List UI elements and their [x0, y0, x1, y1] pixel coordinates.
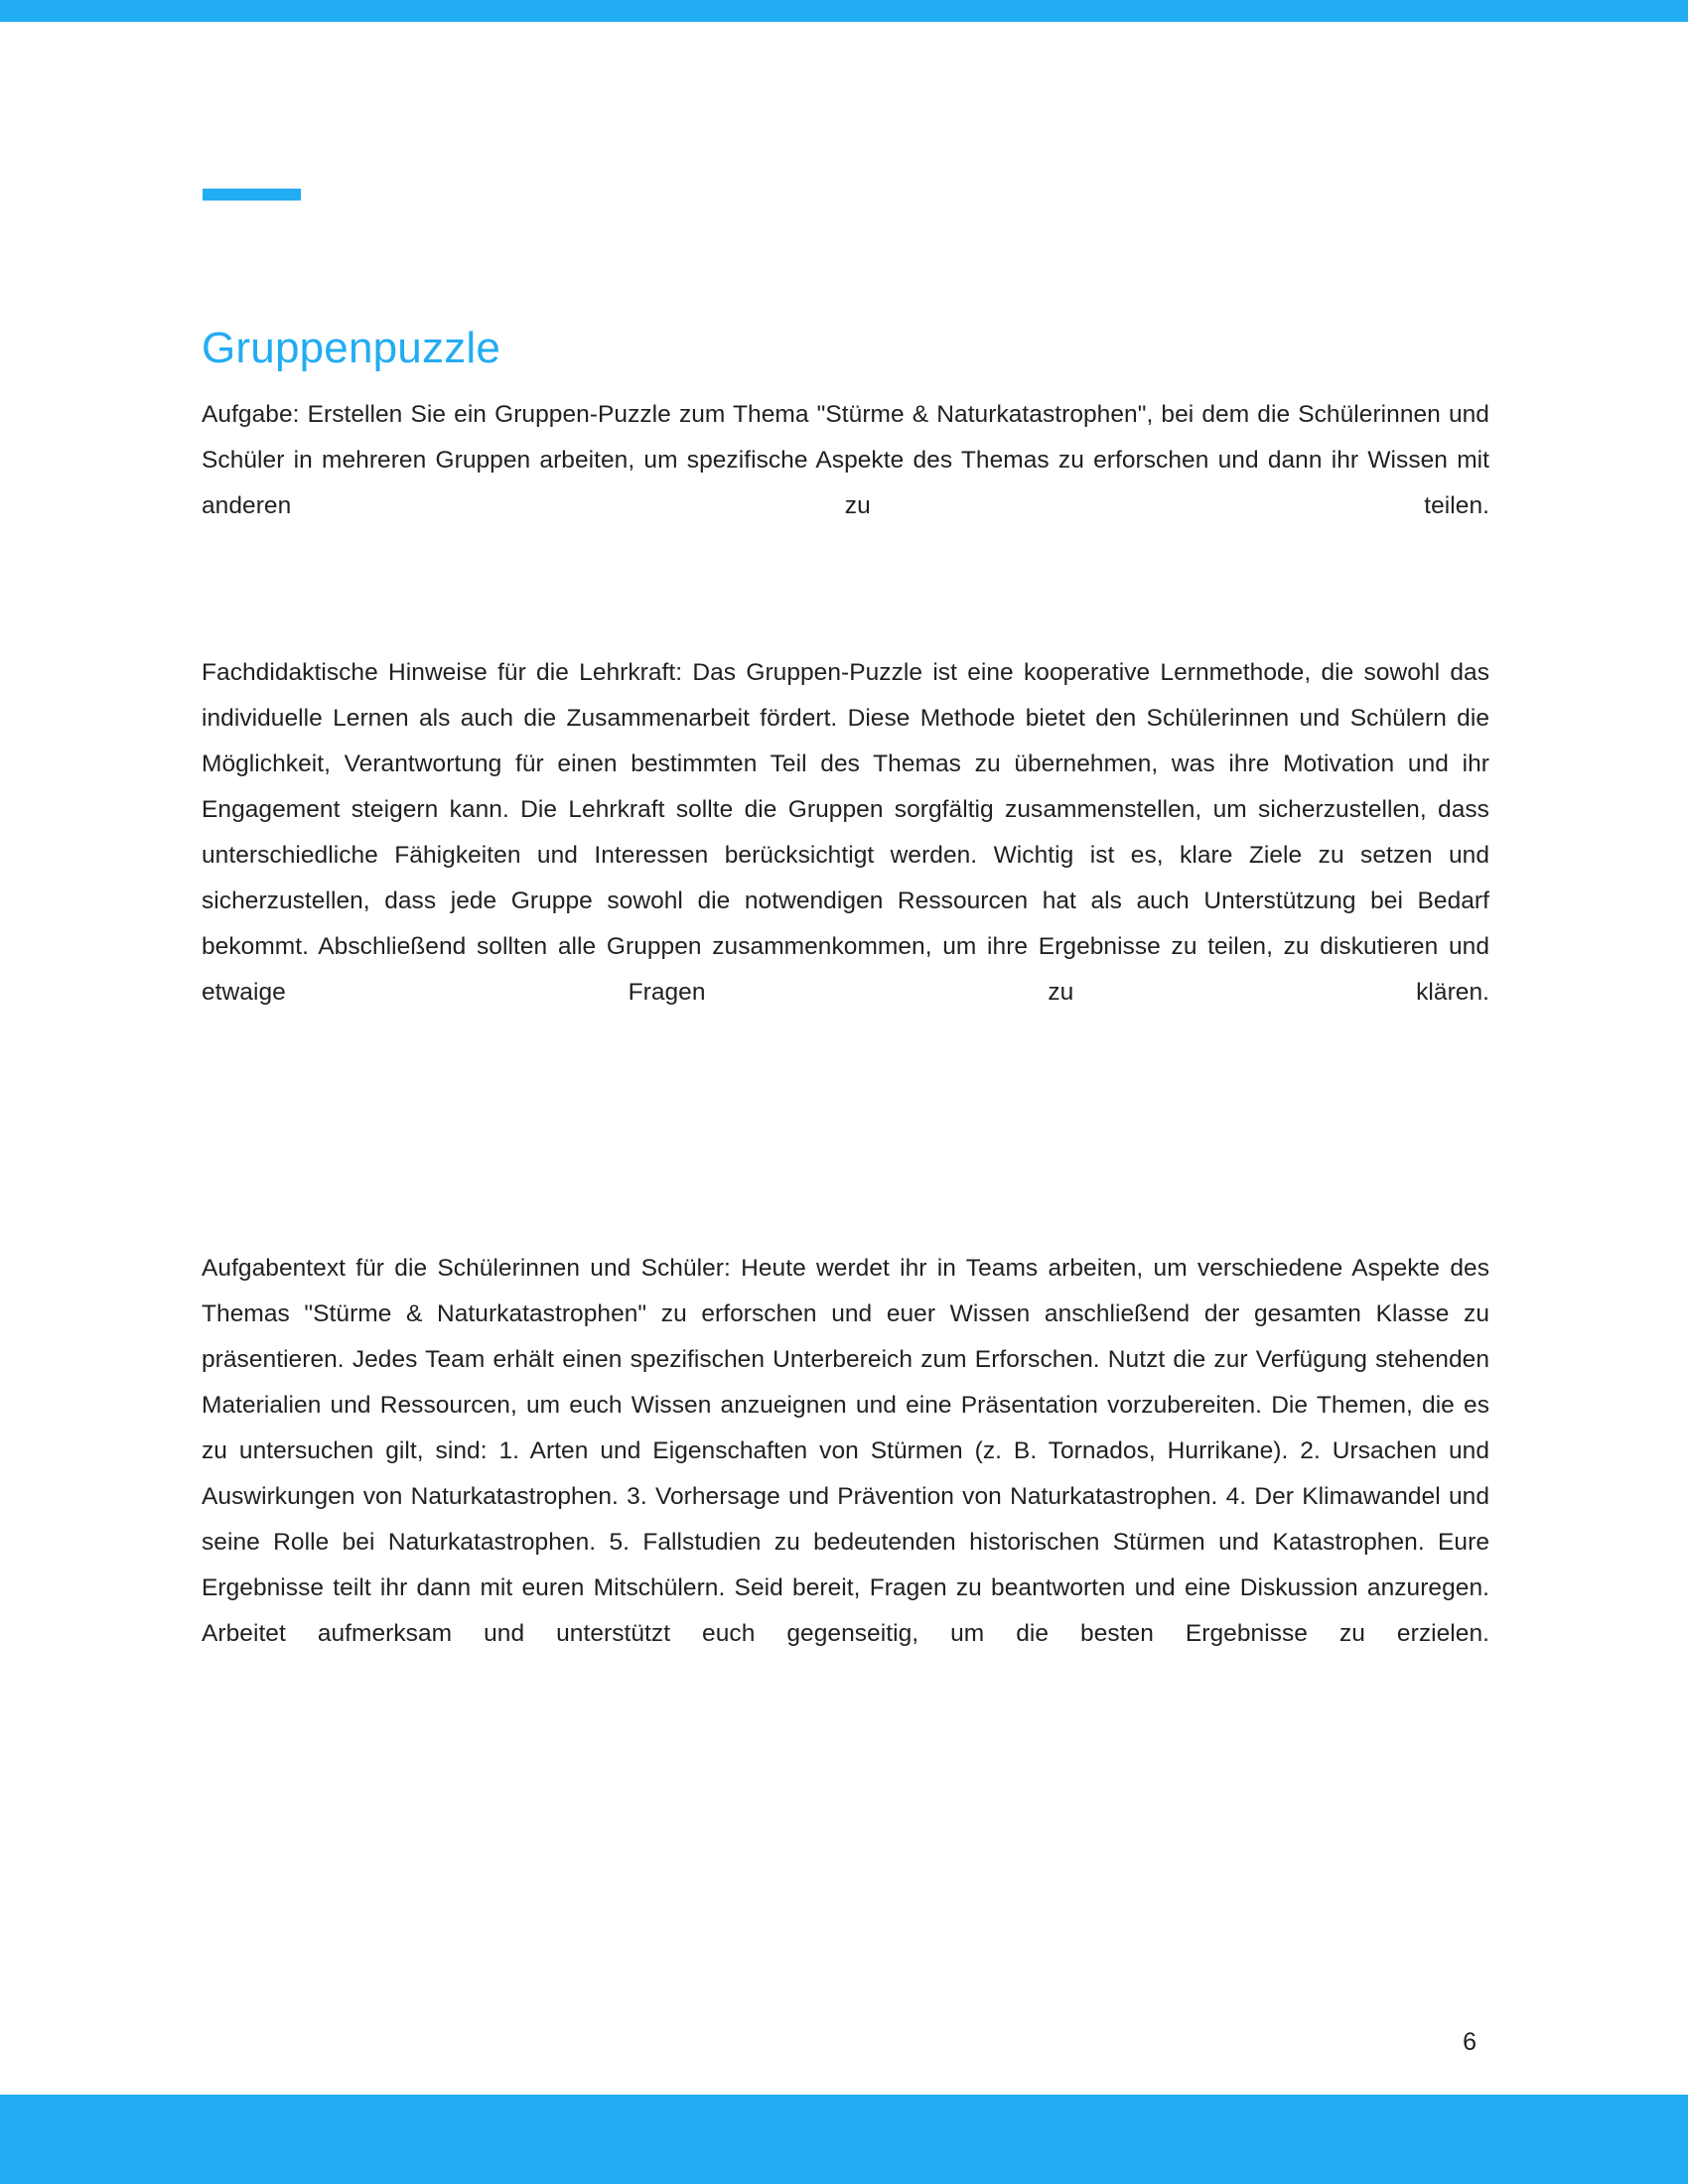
- page-title: Gruppenpuzzle: [202, 324, 501, 373]
- footer-accent-bar: [0, 2095, 1688, 2184]
- paragraph-aufgabe: Aufgabe: Erstellen Sie ein Gruppen-Puzzle zum Thema "Stürme & Naturkatastrophen", bei dem die Schülerinnen und Schüler in mehreren Gruppen arbeiten, um spezifische Aspekte des Themas zu erforschen und dann ihr Wissen mit anderen zu teilen.: [202, 401, 1489, 519]
- paragraph-block-aufgabentext: [202, 1246, 1489, 1703]
- page-content: [202, 0, 1489, 2184]
- paragraph-block-aufgabe: [202, 392, 1489, 575]
- paragraph-block-fachdidaktische-hinweise: [202, 650, 1489, 1061]
- page-number: 6: [1463, 2028, 1477, 2056]
- section-accent-rule: [203, 189, 301, 201]
- paragraph-fachdidaktische-hinweise: Fachdidaktische Hinweise für die Lehrkraft: Das Gruppen-Puzzle ist eine kooperative Lernmethode, die sowohl das individuelle Lernen als auch die Zusammenarbeit fördert. Diese Methode bietet den Schülerinnen und Schülern die Möglichkeit, Verantwortung für einen bestimmten Teil des Themas zu übernehmen, was ihre Motivation und ihr Engagement steigern kann. Die Lehrkraft sollte die Gruppen sorgfältig zusammenstellen, um sicherzustellen, dass unterschiedliche Fähigkeiten und Interessen berücksichtigt werden. Wichtig ist es, klare Ziele zu setzen und sicherzustellen, dass jede Gruppe sowohl die notwendigen Ressourcen hat als auch Unterstützung bei Bedarf bekommt. Abschließend sollten alle Gruppen zusammenkommen, um ihre Ergebnisse zu teilen, zu diskutieren und etwaige Fragen zu klären.: [202, 659, 1489, 1006]
- paragraph-aufgabentext: Aufgabentext für die Schülerinnen und Schüler: Heute werdet ihr in Teams arbeiten, um verschiedene Aspekte des Themas "Stürme & Naturkatastrophen" zu erforschen und euer Wissen anschließend der gesamten Klasse zu präsentieren. Jedes Team erhält einen spezifischen Unterbereich zum Erforschen. Nutzt die zur Verfügung stehenden Materialien und Ressourcen, um euch Wissen anzueignen und eine Präsentation vorzubereiten. Die Themen, die es zu untersuchen gilt, sind: 1. Arten und Eigenschaften von Stürmen (z. B. Tornados, Hurrikane). 2. Ursachen und Auswirkungen von Naturkatastrophen. 3. Vorhersage und Prävention von Naturkatastrophen. 4. Der Klimawandel und seine Rolle bei Naturkatastrophen. 5. Fallstudien zu bedeutenden historischen Stürmen und Katastrophen. Eure Ergebnisse teilt ihr dann mit euren Mitschülern. Seid bereit, Fragen zu beantworten und eine Diskussion anzuregen. Arbeitet aufmerksam und unterstützt euch gegenseitig, um die besten Ergebnisse zu erzielen.: [202, 1255, 1489, 1647]
